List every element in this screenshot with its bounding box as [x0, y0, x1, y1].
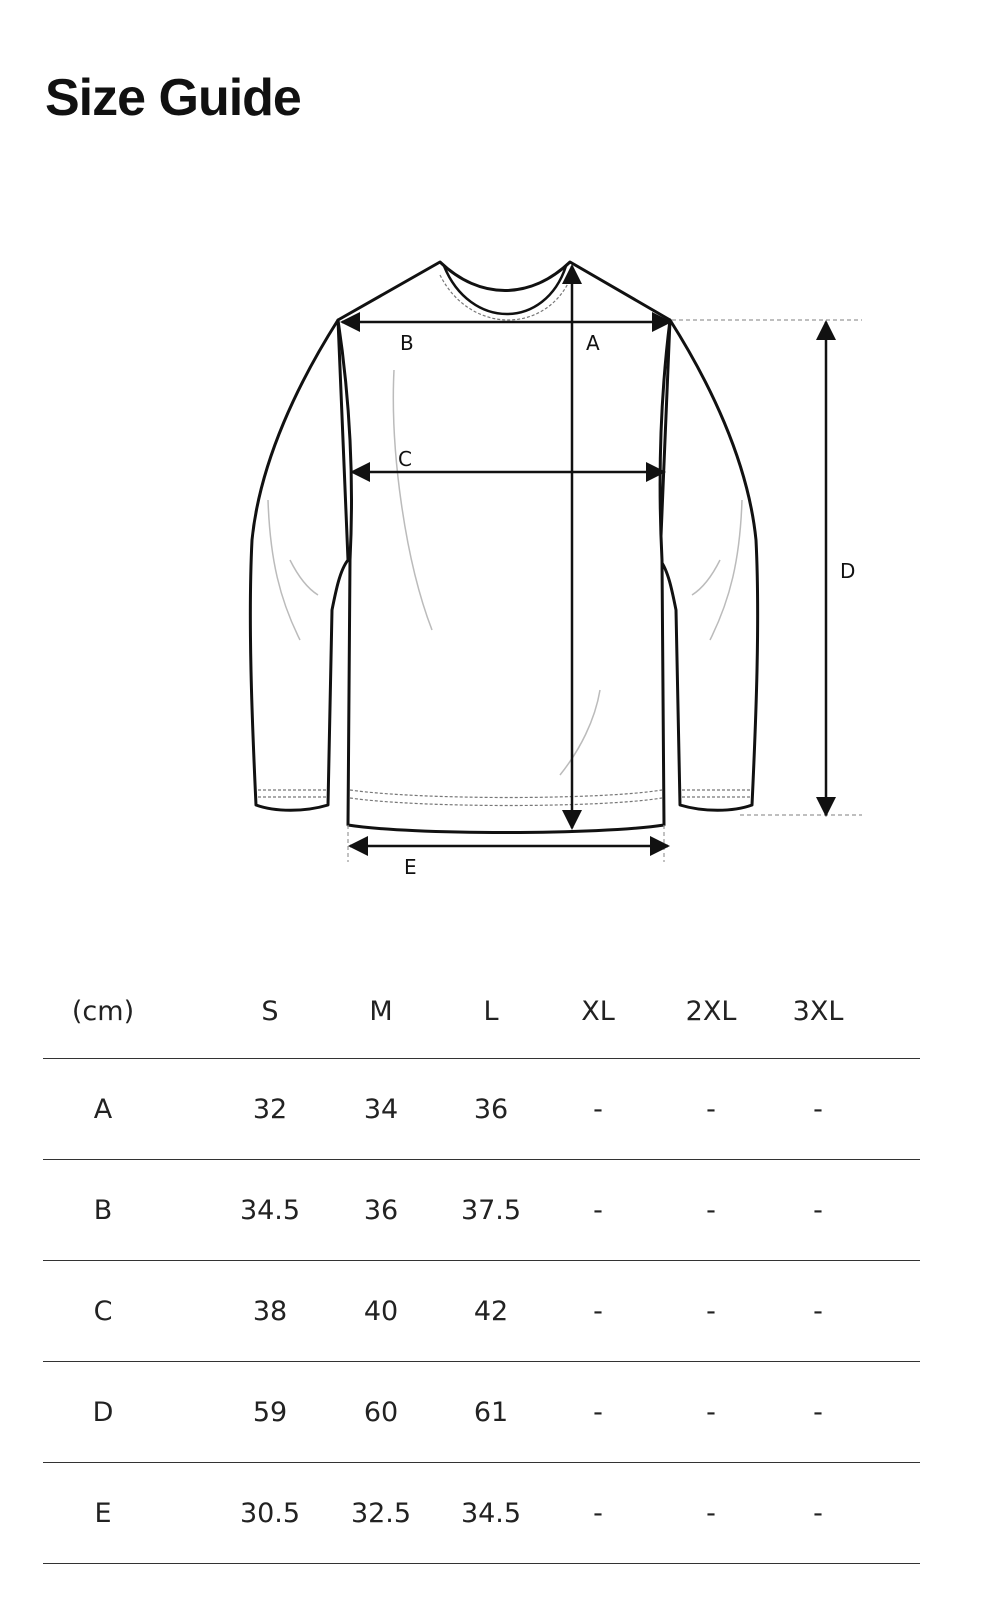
table-cell: - — [593, 1295, 603, 1327]
header-cell-2xl: 2XL — [685, 996, 737, 1027]
table-cell: - — [706, 1194, 716, 1226]
table-cell: 32 — [252, 1093, 288, 1125]
size-table — [43, 990, 920, 1564]
row-label: E — [94, 1497, 112, 1529]
table-row — [43, 1463, 920, 1564]
table-cell: 36 — [363, 1194, 399, 1226]
label-d: D — [840, 559, 856, 583]
label-e: E — [404, 855, 417, 879]
table-cell: - — [593, 1093, 603, 1125]
label-a: A — [586, 331, 600, 355]
header-cell-s: S — [261, 996, 279, 1027]
row-label: B — [93, 1194, 113, 1226]
row-label: A — [93, 1093, 113, 1125]
table-cell: 36 — [473, 1093, 509, 1125]
table-cell: - — [813, 1295, 823, 1327]
table-cell: - — [813, 1093, 823, 1125]
table-cell: - — [706, 1396, 716, 1428]
table-cell: 34.5 — [239, 1194, 301, 1226]
table-row — [43, 1261, 920, 1362]
header-cell-3xl: 3XL — [792, 996, 844, 1027]
table-cell: 40 — [363, 1295, 399, 1327]
table-cell: - — [813, 1194, 823, 1226]
table-cell: 38 — [252, 1295, 288, 1327]
table-cell: - — [706, 1497, 716, 1529]
page-title: Size Guide — [45, 69, 301, 127]
header-cell-m: M — [369, 996, 393, 1027]
table-row — [43, 1059, 920, 1160]
table-header-row — [43, 990, 920, 1059]
row-label: C — [93, 1295, 113, 1327]
table-cell: - — [813, 1497, 823, 1529]
header-cell-unit: (cm) — [71, 996, 135, 1027]
table-cell: - — [593, 1194, 603, 1226]
table-cell: - — [593, 1396, 603, 1428]
label-c: C — [398, 447, 412, 471]
table-cell: - — [706, 1093, 716, 1125]
table-cell: - — [706, 1295, 716, 1327]
header-cell-l: L — [483, 996, 499, 1027]
label-b: B — [400, 331, 414, 355]
table-cell: 37.5 — [460, 1194, 522, 1226]
table-cell: 32.5 — [350, 1497, 412, 1529]
row-label: D — [92, 1396, 114, 1428]
header-cell-xl: XL — [581, 996, 615, 1027]
table-cell: - — [593, 1497, 603, 1529]
table-row — [43, 1362, 920, 1463]
table-cell: 42 — [473, 1295, 509, 1327]
table-cell: 34 — [363, 1093, 399, 1125]
table-cell: 30.5 — [239, 1497, 301, 1529]
table-row — [43, 1160, 920, 1261]
table-cell: 60 — [363, 1396, 399, 1428]
sweatshirt-outline — [250, 262, 757, 833]
table-cell: 34.5 — [460, 1497, 522, 1529]
table-cell: 59 — [252, 1396, 288, 1428]
table-cell: 61 — [473, 1396, 509, 1428]
table-cell: - — [813, 1396, 823, 1428]
